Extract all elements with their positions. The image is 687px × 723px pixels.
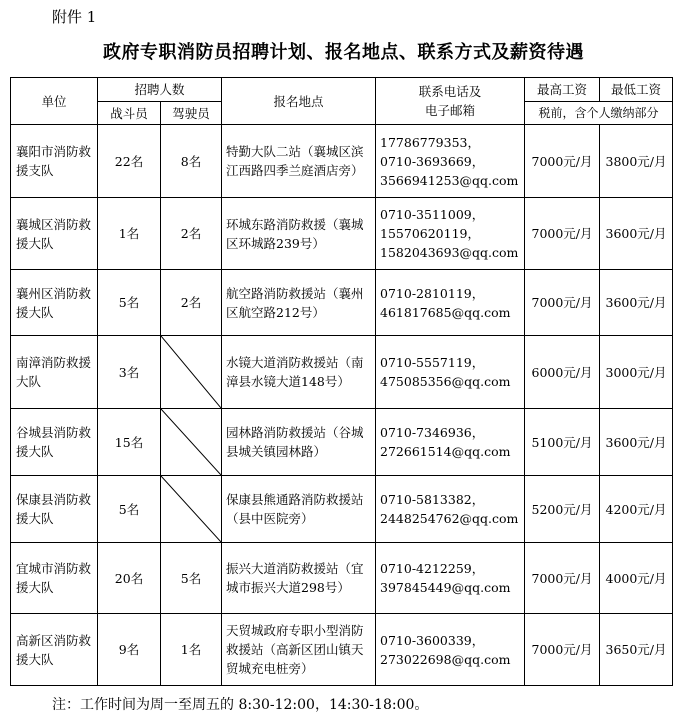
- table-body: [11, 125, 673, 686]
- attachment-label: 附件 1: [52, 8, 97, 26]
- contact-line: 475085356@qq.com: [380, 374, 511, 389]
- header-contact-line1: 联系电话及: [418, 84, 482, 99]
- cell-driver-empty: [161, 476, 222, 543]
- header-contact: [376, 78, 525, 125]
- cell-fighter-count: 5名: [98, 476, 161, 543]
- cell-max-salary: 5200元/月: [525, 476, 600, 543]
- cell-fighter-count: 3名: [98, 336, 161, 409]
- table-row: [11, 198, 673, 270]
- table-row: [11, 476, 673, 543]
- cell-contact: [376, 270, 525, 336]
- header-max-salary: 最高工资: [525, 78, 600, 102]
- cell-min-salary: 3600元/月: [600, 270, 673, 336]
- cell-contact: [376, 198, 525, 270]
- footnote: 注：工作时间为周一至周五的 8:30-12:00，14:30-18:00。: [52, 697, 429, 713]
- contact-line: 272661514@qq.com: [380, 444, 511, 459]
- cell-min-salary: 4000元/月: [600, 543, 673, 614]
- header-recruit-count: 招聘人数: [98, 78, 222, 102]
- cell-unit: 宜城市消防救援大队: [11, 543, 98, 614]
- cell-driver-empty: [161, 336, 222, 409]
- cell-contact: [376, 476, 525, 543]
- cell-unit: 南漳消防救援大队: [11, 336, 98, 409]
- cell-driver-count: 2名: [161, 270, 222, 336]
- cell-max-salary: 5100元/月: [525, 409, 600, 476]
- table-row: [11, 270, 673, 336]
- cell-fighter-count: 1名: [98, 198, 161, 270]
- cell-driver-empty: [161, 409, 222, 476]
- cell-min-salary: 3600元/月: [600, 198, 673, 270]
- cell-unit: 襄阳市消防救援支队: [11, 125, 98, 198]
- cell-max-salary: 7000元/月: [525, 198, 600, 270]
- cell-contact: [376, 409, 525, 476]
- contact-line: 0710-5557119，: [380, 355, 485, 370]
- cell-driver-count: 5名: [161, 543, 222, 614]
- cell-fighter-count: 15名: [98, 409, 161, 476]
- cell-unit: 保康县消防救援大队: [11, 476, 98, 543]
- cell-min-salary: 3000元/月: [600, 336, 673, 409]
- cell-location: 水镜大道消防救援站（南漳县水镜大道148号）: [222, 336, 376, 409]
- contact-line: 0710-3693669，: [380, 153, 485, 169]
- cell-fighter-count: 22名: [98, 125, 161, 198]
- cell-contact: [376, 543, 525, 614]
- cell-location: 园林路消防救援站（谷城县城关镇园林路）: [222, 409, 376, 476]
- cell-unit: 谷城县消防救援大队: [11, 409, 98, 476]
- cell-max-salary: 7000元/月: [525, 614, 600, 686]
- contact-line: 15570620119，: [380, 226, 480, 241]
- cell-max-salary: 7000元/月: [525, 270, 600, 336]
- table-row: [11, 543, 673, 614]
- cell-driver-count: 1名: [161, 614, 222, 686]
- cell-location: 特勤大队二站（襄城区滨江西路四季兰庭酒店旁）: [222, 125, 376, 198]
- diagonal-slash: [161, 409, 221, 475]
- cell-location: 振兴大道消防救援站（宜城市振兴大道298号）: [222, 543, 376, 614]
- cell-unit: 高新区消防救援大队: [11, 614, 98, 686]
- table-row: [11, 336, 673, 409]
- cell-min-salary: 3650元/月: [600, 614, 673, 686]
- cell-max-salary: 7000元/月: [525, 125, 600, 198]
- contact-line: 0710-2810119，: [380, 285, 485, 301]
- header-min-salary: 最低工资: [600, 78, 673, 102]
- cell-min-salary: 4200元/月: [600, 476, 673, 543]
- contact-line: 461817685@qq.com: [380, 304, 511, 320]
- cell-location: 环城东路消防救援（襄城区环城路239号）: [222, 198, 376, 270]
- header-location: 报名地点: [222, 78, 376, 125]
- cell-contact: [376, 614, 525, 686]
- cell-max-salary: 7000元/月: [525, 543, 600, 614]
- header-fighter: 战斗员: [98, 102, 161, 125]
- cell-driver-count: 2名: [161, 198, 222, 270]
- header-unit: 单位: [11, 78, 98, 125]
- cell-location: 航空路消防救援站（襄州区航空路212号）: [222, 270, 376, 336]
- contact-line: 0710-5813382，: [380, 492, 485, 507]
- cell-contact: [376, 336, 525, 409]
- contact-line: 1582043693@qq.com: [380, 245, 519, 260]
- cell-min-salary: 3600元/月: [600, 409, 673, 476]
- header-contact-line2: 电子邮箱: [425, 103, 476, 118]
- cell-unit: 襄州区消防救援大队: [11, 270, 98, 336]
- table-row: [11, 125, 673, 198]
- contact-line: 3566941253@qq.com: [380, 172, 519, 188]
- cell-driver-count: 8名: [161, 125, 222, 198]
- document-title: 政府专职消防员招聘计划、报名地点、联系方式及薪资待遇: [103, 42, 584, 63]
- table-row: [11, 614, 673, 686]
- diagonal-slash: [161, 476, 221, 542]
- contact-line: 0710-4212259，: [380, 561, 485, 576]
- cell-fighter-count: 5名: [98, 270, 161, 336]
- cell-min-salary: 3800元/月: [600, 125, 673, 198]
- cell-max-salary: 6000元/月: [525, 336, 600, 409]
- cell-fighter-count: 9名: [98, 614, 161, 686]
- contact-line: 397845449@qq.com: [380, 580, 511, 595]
- header-row-1: [11, 78, 673, 102]
- contact-line: 0710-3511009，: [380, 207, 485, 222]
- cell-location: 天贸城政府专职小型消防救援站（高新区团山镇天贸城充电桩旁）: [222, 614, 376, 686]
- cell-contact: [376, 125, 525, 198]
- contact-line: 2448254762@qq.com: [380, 511, 519, 526]
- cell-location: 保康县熊通路消防救援站（县中医院旁）: [222, 476, 376, 543]
- cell-unit: 襄城区消防救援大队: [11, 198, 98, 270]
- diagonal-slash: [161, 336, 221, 408]
- contact-line: 0710-3600339，: [380, 632, 485, 648]
- header-driver: 驾驶员: [161, 102, 222, 125]
- header-salary-note: 税前，含个人缴纳部分: [525, 102, 673, 125]
- table-row: [11, 409, 673, 476]
- contact-line: 0710-7346936，: [380, 425, 485, 440]
- contact-line: 17786779353，: [380, 134, 480, 150]
- contact-line: 273022698@qq.com: [380, 651, 511, 667]
- cell-fighter-count: 20名: [98, 543, 161, 614]
- recruitment-table: [10, 77, 673, 686]
